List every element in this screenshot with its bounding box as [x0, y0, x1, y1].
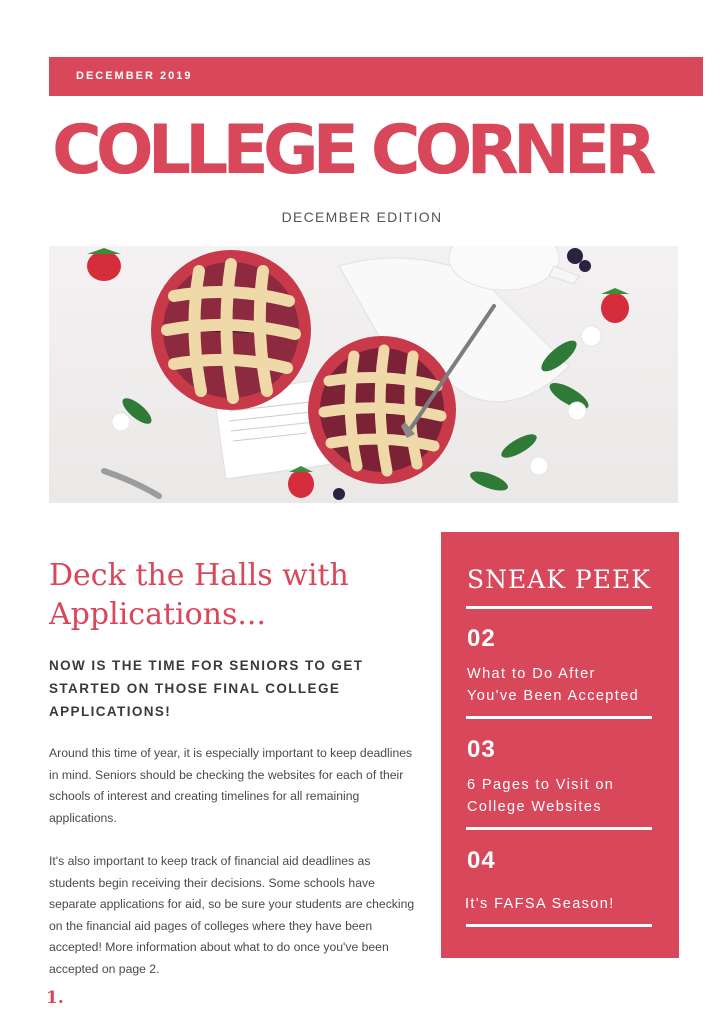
article-paragraph-1: Around this time of year, it is especially important to keep deadlines in mind. Seniors should be checking the websites for each of their schools of interest and creating timelines for all remaining applications. [49, 746, 413, 825]
headline-line-1: Deck the Halls with [49, 558, 349, 593]
headline-line-2: Applications... [49, 597, 266, 632]
sidebar-item-fafsa [465, 893, 665, 915]
sidebar-item-line-2: You've Been Accepted [467, 688, 640, 704]
divider [466, 606, 652, 609]
sidebar-item-line-1: 6 Pages to Visit on [467, 777, 615, 793]
edition-label: DECEMBER EDITION [281, 209, 443, 225]
page-number: 1. [46, 988, 64, 1008]
divider [466, 827, 652, 830]
date-banner [49, 57, 703, 96]
sidebar-item-after-accepted [467, 663, 667, 707]
sidebar-item-line-1: It's FAFSA Season! [465, 896, 615, 912]
item-number-04: 04 [467, 847, 496, 874]
sidebar-item-line-2: College Websites [467, 799, 602, 815]
hero-image [49, 246, 678, 503]
divider [466, 924, 652, 927]
article-headline [49, 556, 379, 634]
sidebar-title: SNEAK PEEK [467, 565, 651, 594]
divider [466, 716, 652, 719]
sidebar-item-college-websites [467, 774, 667, 818]
masthead-title: COLLEGE CORNER [52, 111, 651, 190]
item-number-02: 02 [467, 625, 496, 652]
issue-date: DECEMBER 2019 [76, 70, 193, 82]
sneak-peek-sidebar [441, 532, 679, 958]
pie-illustration [49, 246, 678, 503]
sidebar-item-line-1: What to Do After [467, 666, 596, 682]
item-number-03: 03 [467, 736, 496, 763]
article-paragraph-2: It's also important to keep track of financial aid deadlines as students begin receiving their decisions. Some schools have separate applications for aid, so be sure your students are checking on the financial aid pages of colleges where they have been accepted! More information about what to do once you've been accepted on page 2. [49, 854, 415, 976]
article-subhead: NOW IS THE TIME FOR SENIORS TO GET STARTED ON THOSE FINAL COLLEGE APPLICATIONS! [49, 658, 364, 719]
